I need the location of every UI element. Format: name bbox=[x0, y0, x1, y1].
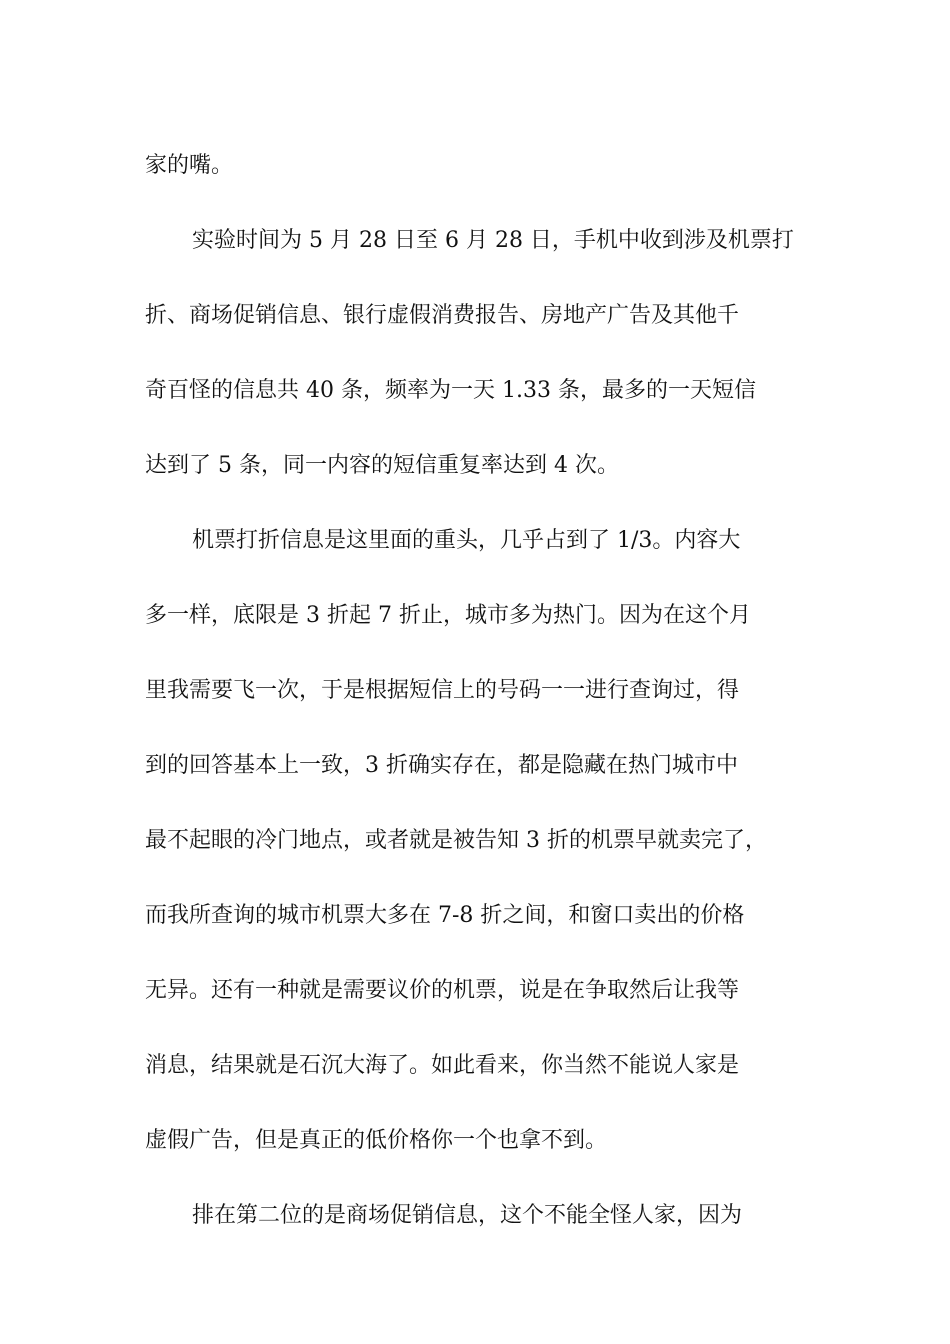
paragraph-3 bbox=[145, 503, 810, 1178]
paragraph-line: 而我所查询的城市机票大多在 7-8 折之间，和窗口卖出的价格 bbox=[145, 903, 745, 928]
paragraph-4 bbox=[145, 1178, 810, 1253]
paragraph-line: 机票打折信息是这里面的重头，几乎占到了 1/3。内容大 bbox=[192, 528, 741, 553]
paragraph-line: 多一样，底限是 3 折起 7 折止，城市多为热门。因为在这个月 bbox=[145, 603, 751, 628]
paragraph-line: 最不起眼的冷门地点，或者就是被告知 3 折的机票早就卖完了， bbox=[145, 828, 767, 853]
paragraph-line: 奇百怪的信息共 40 条，频率为一天 1.33 条，最多的一天短信 bbox=[145, 378, 756, 403]
paragraph-line: 达到了 5 条，同一内容的短信重复率达到 4 次。 bbox=[145, 453, 619, 478]
paragraph-line: 里我需要飞一次，于是根据短信上的号码一一进行查询过，得 bbox=[145, 678, 740, 703]
paragraph-2 bbox=[145, 203, 810, 503]
paragraph-line: 消息，结果就是石沉大海了。如此看来，你当然不能说人家是 bbox=[145, 1053, 740, 1078]
paragraph-1 bbox=[145, 128, 810, 203]
paragraph-line: 折、商场促销信息、银行虚假消费报告、房地产广告及其他千 bbox=[145, 303, 740, 328]
paragraph-line: 无异。还有一种就是需要议价的机票，说是在争取然后让我等 bbox=[145, 978, 740, 1003]
paragraph-line: 家的嘴。 bbox=[145, 153, 234, 178]
paragraph-line: 排在第二位的是商场促销信息，这个不能全怪人家，因为 bbox=[192, 1203, 743, 1228]
paragraph-line: 到的回答基本上一致，3 折确实存在，都是隐藏在热门城市中 bbox=[145, 753, 738, 778]
document-body bbox=[145, 128, 810, 1253]
paragraph-line: 虚假广告，但是真正的低价格你一个也拿不到。 bbox=[145, 1128, 608, 1153]
paragraph-line: 实验时间为 5 月 28 日至 6 月 28 日，手机中收到涉及机票打 bbox=[192, 228, 794, 253]
